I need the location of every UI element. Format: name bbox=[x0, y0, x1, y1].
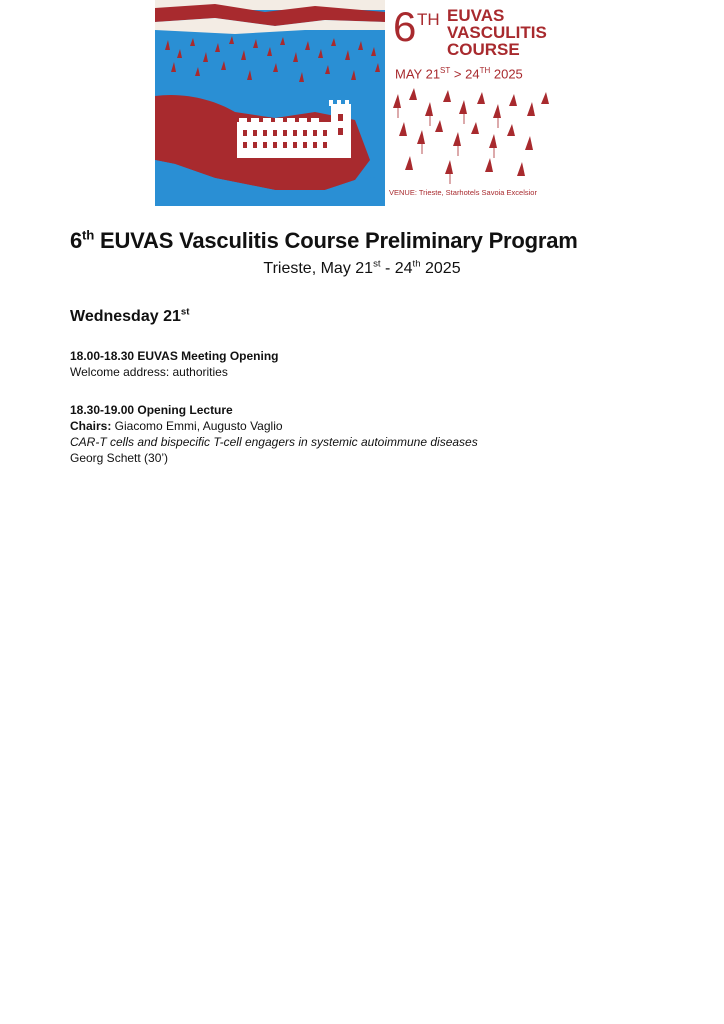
trieste-castle-illustration bbox=[155, 0, 385, 206]
page-subtitle: Trieste, May 21st - 24th 2025 bbox=[263, 258, 461, 277]
banner-title-panel bbox=[385, 0, 555, 206]
talk-title: CAR-T cells and bispecific T-cell engagers in systemic autoimmune diseases bbox=[70, 435, 478, 449]
edition-suffix: TH bbox=[417, 10, 440, 29]
session-block bbox=[70, 348, 279, 380]
session-heading: 18.30-19.00 Opening Lecture bbox=[70, 403, 233, 417]
session-heading: 18.00-18.30 EUVAS Meeting Opening bbox=[70, 349, 279, 363]
course-name-line-2: VASCULITIS bbox=[447, 23, 547, 42]
chairs-names: Giacomo Emmi, Augusto Vaglio bbox=[111, 419, 283, 433]
course-name-line-1: EUVAS bbox=[447, 6, 505, 25]
day-heading: Wednesday 21st bbox=[70, 306, 190, 325]
session-chairs bbox=[70, 418, 478, 434]
page-title: 6th EUVAS Vasculitis Course Preliminary Program bbox=[70, 227, 578, 253]
edition-number: 6 bbox=[393, 3, 417, 50]
sailboats-illustration bbox=[385, 88, 555, 188]
chairs-label: Chairs: bbox=[70, 419, 112, 433]
speaker: Georg Schett (30’) bbox=[70, 451, 169, 465]
session-block bbox=[70, 402, 478, 466]
course-banner bbox=[155, 0, 555, 206]
banner-venue: VENUE: Trieste, Starhotels Savoia Excelsior bbox=[389, 188, 537, 197]
banner-dates: MAY 21ST > 24TH 2025 bbox=[395, 66, 523, 82]
session-detail: Welcome address: authorities bbox=[70, 365, 228, 379]
course-name-line-3: COURSE bbox=[447, 40, 520, 59]
